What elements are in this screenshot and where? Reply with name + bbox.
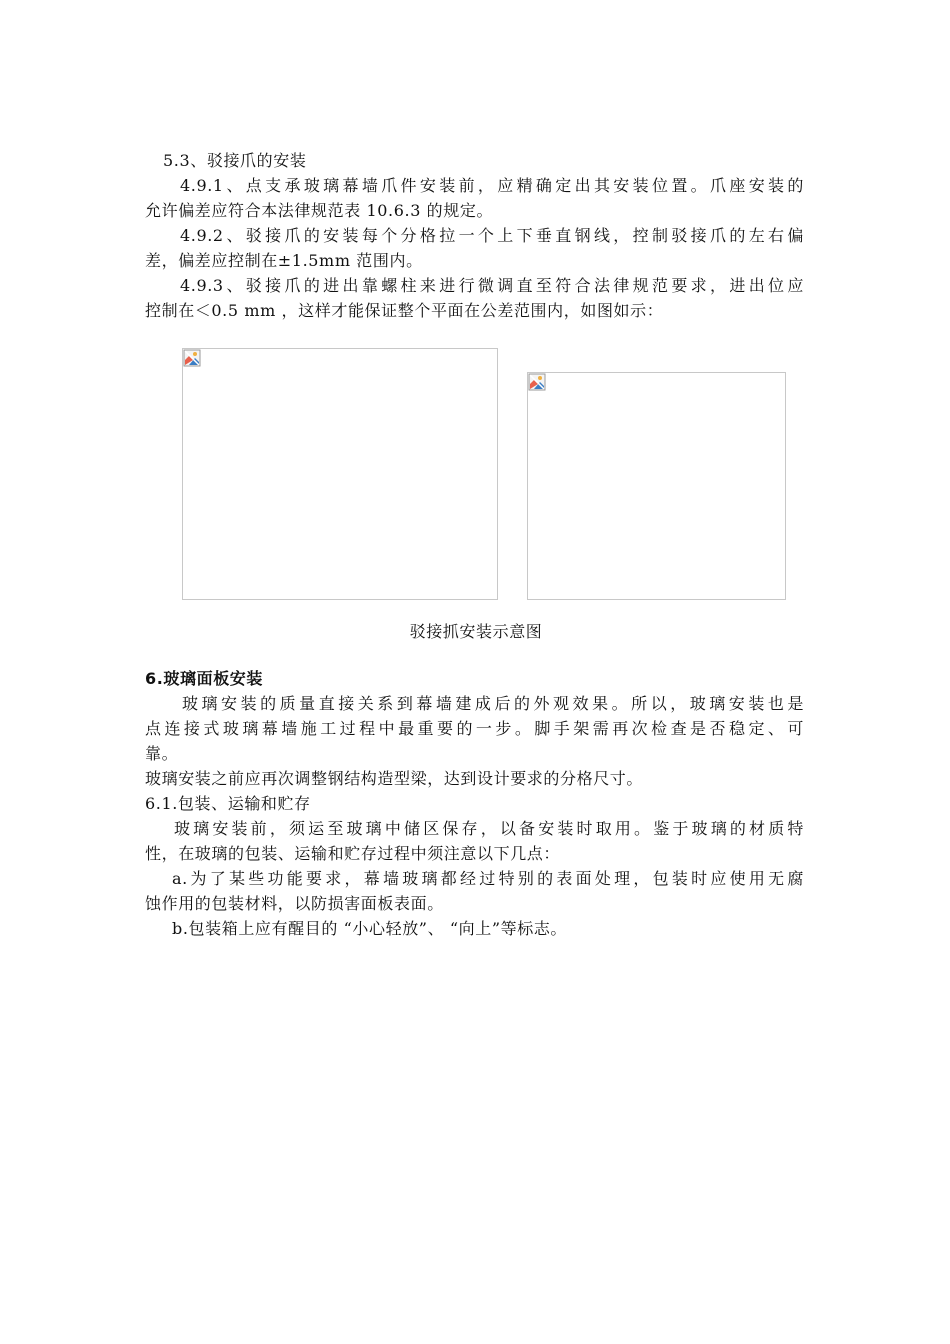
paragraph-4-9-1-line-2: 允许偏差应符合本法律规范表 10.6.3 的规定。 bbox=[145, 201, 494, 220]
list-item-a-line-2: 蚀作用的包装材料，以防损害面板表面。 bbox=[145, 894, 444, 913]
figure-image-right bbox=[527, 372, 786, 600]
figure-caption: 驳接抓安装示意图 bbox=[409, 622, 543, 641]
paragraph-6-line-3: 靠。 bbox=[145, 744, 179, 763]
section-heading-6-1: 6.1.包装、运输和贮存 bbox=[145, 794, 311, 813]
paragraph-6-alignment: 玻璃安装之前应再次调整钢结构造型梁，达到设计要求的分格尺寸。 bbox=[145, 769, 644, 788]
paragraph-4-9-2-line-2: 差，偏差应控制在±1.5mm 范围内。 bbox=[145, 251, 423, 270]
broken-image-icon bbox=[183, 349, 201, 367]
list-item-b: b.包装箱上应有醒目的 “小心轻放”、 “向上”等标志。 bbox=[172, 919, 568, 938]
paragraph-4-9-1-line-1: 4.9.1、点支承玻璃幕墙爪件安装前，应精确定出其安装位置。爪座安装的 bbox=[180, 176, 804, 195]
section-heading-5-3: 5.3、驳接爪的安装 bbox=[163, 151, 307, 170]
list-item-a-line-1: a.为了某些功能要求，幕墙玻璃都经过特别的表面处理，包装时应使用无腐 bbox=[172, 869, 804, 888]
section-heading-6: 6.玻璃面板安装 bbox=[145, 669, 264, 688]
broken-image-icon bbox=[528, 373, 546, 391]
figure-image-left bbox=[182, 348, 498, 600]
paragraph-6-1-line-1: 玻璃安装前，须运至玻璃中储区保存，以备安装时取用。鉴于玻璃的材质特 bbox=[174, 819, 804, 838]
paragraph-6-1-line-2: 性，在玻璃的包装、运输和贮存过程中须注意以下几点： bbox=[145, 844, 561, 863]
paragraph-4-9-3-line-1: 4.9.3、驳接爪的进出靠螺柱来进行微调直至符合法律规范要求，进出位应 bbox=[180, 276, 804, 295]
paragraph-4-9-2-line-1: 4.9.2、驳接爪的安装每个分格拉一个上下垂直钢线，控制驳接爪的左右偏 bbox=[180, 226, 804, 245]
paragraph-4-9-3-line-2: 控制在＜0.5 mm ，这样才能保证整个平面在公差范围内，如图如示： bbox=[145, 301, 664, 320]
paragraph-6-line-1: 玻璃安装的质量直接关系到幕墙建成后的外观效果。所以，玻璃安装也是 bbox=[182, 694, 804, 713]
paragraph-6-line-2: 点连接式玻璃幕墙施工过程中最重要的一步。脚手架需再次检查是否稳定、可 bbox=[145, 719, 804, 738]
